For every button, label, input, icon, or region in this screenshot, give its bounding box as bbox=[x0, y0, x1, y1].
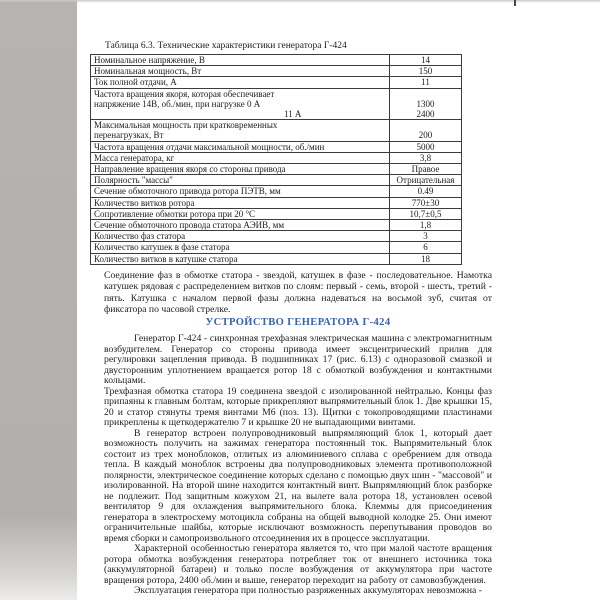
table-row bbox=[91, 220, 462, 231]
table-row bbox=[91, 197, 462, 208]
table-cell-label: Ток полной отдачи, А bbox=[91, 77, 390, 88]
table-row bbox=[91, 77, 462, 88]
table-row bbox=[91, 175, 462, 186]
table-cell-label: Масса генератора, кг bbox=[91, 152, 390, 163]
table-cell-value: 1300 2400 bbox=[390, 88, 462, 120]
table-cell-value: 11 bbox=[390, 77, 462, 88]
paragraph: Генератор Г-424 - синхронная трехфазная электрическая машина с электромагнитным возбудителем. Генератор со стороны привода имеет эксцентрический прилив для регулировки зацепления привода. В подшипниках 17 (рис. 6.13) с одноразовой смазкой и двусторонним уплотнением вращается ротор 18 с обмоткой возбуждения и контактными кольцами. bbox=[104, 333, 492, 386]
table-row bbox=[91, 186, 462, 197]
table-cell-value: 10,7±0,5 bbox=[390, 208, 462, 219]
table-cell-label: Количество фаз статора bbox=[91, 231, 390, 242]
table-cell-value: Правое bbox=[390, 164, 462, 175]
table-row bbox=[91, 231, 462, 242]
table-row bbox=[91, 120, 462, 141]
table-cell-value: Отрицательная bbox=[390, 175, 462, 186]
scanner-background-band bbox=[0, 0, 77, 600]
paragraph: В генератор встроен полупроводниковый выпрямляющий блок 1, который дает возможность получить на зажимах генератора постоянный ток. Выпрямительный блок состоит из трех моноблоков, отлитых из алюминиевого сплава с оребрением для отвода тепла. В каждый моноблок встроены два полупроводниковых элемента противоположной полярности, электрическое соединение которых сделано с помощью двух шин - "массовой" и изолированной. На второй шине находится контактный винт. Выпрямляющий блок разборке не подлежит. Под защитным кожухом 21, на вылете вала ротора 18, установлен осевой вентилятор 9 для охлаждения выпрямительного блока. Клеммы для присоединения генератора в электросхему мотоцикла собраны на общей выводной колодке 25. Они имеют ограничительные шайбы, которые исключают возможность перепутывания проводов во время сборки и самопроизвольного отсоединения их в процессе эксплуатации. bbox=[104, 427, 492, 544]
table-cell-label: Направление вращения якоря со стороны привода bbox=[91, 164, 390, 175]
paragraph: Трехфазная обмотка статора 19 соединена звездой с изолированной нейтралью. Концы фаз припаяны к главным болтам, которые прикрепляют выпрямительный блок 1. Две крышки 15, 20 и статор стянуты тремя винтами М6 (поз. 13). Щитки с токопроводящими пластинами прикреплены к щеткодержателю 7 и крышке 20 не выпадающими винтами. bbox=[104, 385, 492, 428]
spec-table bbox=[90, 54, 462, 265]
table-cell-value: 6 bbox=[390, 242, 462, 253]
table-cell-label: Сечение обмоточного привода ротора ПЭТВ, мм bbox=[91, 186, 390, 197]
table-cell-label: Количество витков ротора bbox=[91, 197, 390, 208]
table-cell-label: Количество витков в катушке статора bbox=[91, 253, 390, 264]
table-cell-value: 770±30 bbox=[390, 197, 462, 208]
body-paragraphs bbox=[104, 334, 492, 597]
table-cell-label: Номинальная мощность, Вт bbox=[91, 66, 390, 77]
table-cell-value: 14 bbox=[390, 55, 462, 66]
table-cell-value: 0.49 bbox=[390, 186, 462, 197]
table-cell-label: Сечение обмоточного провода статора АЭИВ, мм bbox=[91, 220, 390, 231]
spec-table-body bbox=[91, 55, 462, 265]
table-row bbox=[91, 141, 462, 152]
scan-crop-mark bbox=[514, 0, 516, 6]
table-row bbox=[91, 253, 462, 264]
stator-winding-note: Соединение фаз в обмотке статора - звездой, катушек в фазе - последовательное. Намотка катушек рядовая с распределением витков по слоям: первый - семь, второй - шесть, третий - пять. Катушка с началом первой фазы должна надеваться на восьмой зуб, считая от фиксатора по часовой стрелке. bbox=[104, 270, 492, 315]
table-row bbox=[91, 66, 462, 77]
paragraph: Эксплуатация генератора при полностью разряженных аккумуляторах невозможна - bbox=[134, 585, 482, 596]
table-cell-label: Частота вращения отдачи максимальной мощности, об./мин bbox=[91, 141, 390, 152]
table-cell-label: Максимальная мощность при кратковременных перенагрузках, Вт bbox=[91, 120, 390, 141]
table-row bbox=[91, 208, 462, 219]
table-caption: Таблица 6.3. Технические характеристики генератора Г-424 bbox=[105, 41, 347, 51]
table-row bbox=[91, 164, 462, 175]
paragraph: Характерной особенностью генератора является то, что при малой частоте вращения ротора обмотка возбуждения генератора потребляет ток от внешнего источника тока (аккумуляторной батареи) и только после возбуждения от аккумулятора при частоте вращения ротора, 2400 об./мин и выше, генератор переходит на работу от самовозбуждения. bbox=[104, 543, 492, 586]
table-cell-label: Номинальное напряжение, В bbox=[91, 55, 390, 66]
table-row bbox=[91, 55, 462, 66]
table-row bbox=[91, 152, 462, 163]
table-cell-label: Полярность "массы" bbox=[91, 175, 390, 186]
table-cell-value: 3,8 bbox=[390, 152, 462, 163]
table-cell-value: 150 bbox=[390, 66, 462, 77]
table-cell-value: 3 bbox=[390, 231, 462, 242]
section-heading: УСТРОЙСТВО ГЕНЕРАТОРА Г-424 bbox=[205, 317, 391, 328]
page-top-shadow bbox=[0, 0, 600, 3]
table-row bbox=[91, 242, 462, 253]
table-cell-value: 5000 bbox=[390, 141, 462, 152]
table-cell-label: Сопротивление обмотки ротора при 20 °С bbox=[91, 208, 390, 219]
table-cell-value: 200 bbox=[390, 120, 462, 141]
table-cell-label: Количество катушек в фазе статора bbox=[91, 242, 390, 253]
table-cell-value: 18 bbox=[390, 253, 462, 264]
table-cell-value: 1,8 bbox=[390, 220, 462, 231]
table-cell-label: Частота вращения якоря, которая обеспечивает напряжение 14В, об./мин, при нагрузке 0 А 11 А bbox=[91, 88, 390, 120]
table-row bbox=[91, 88, 462, 120]
